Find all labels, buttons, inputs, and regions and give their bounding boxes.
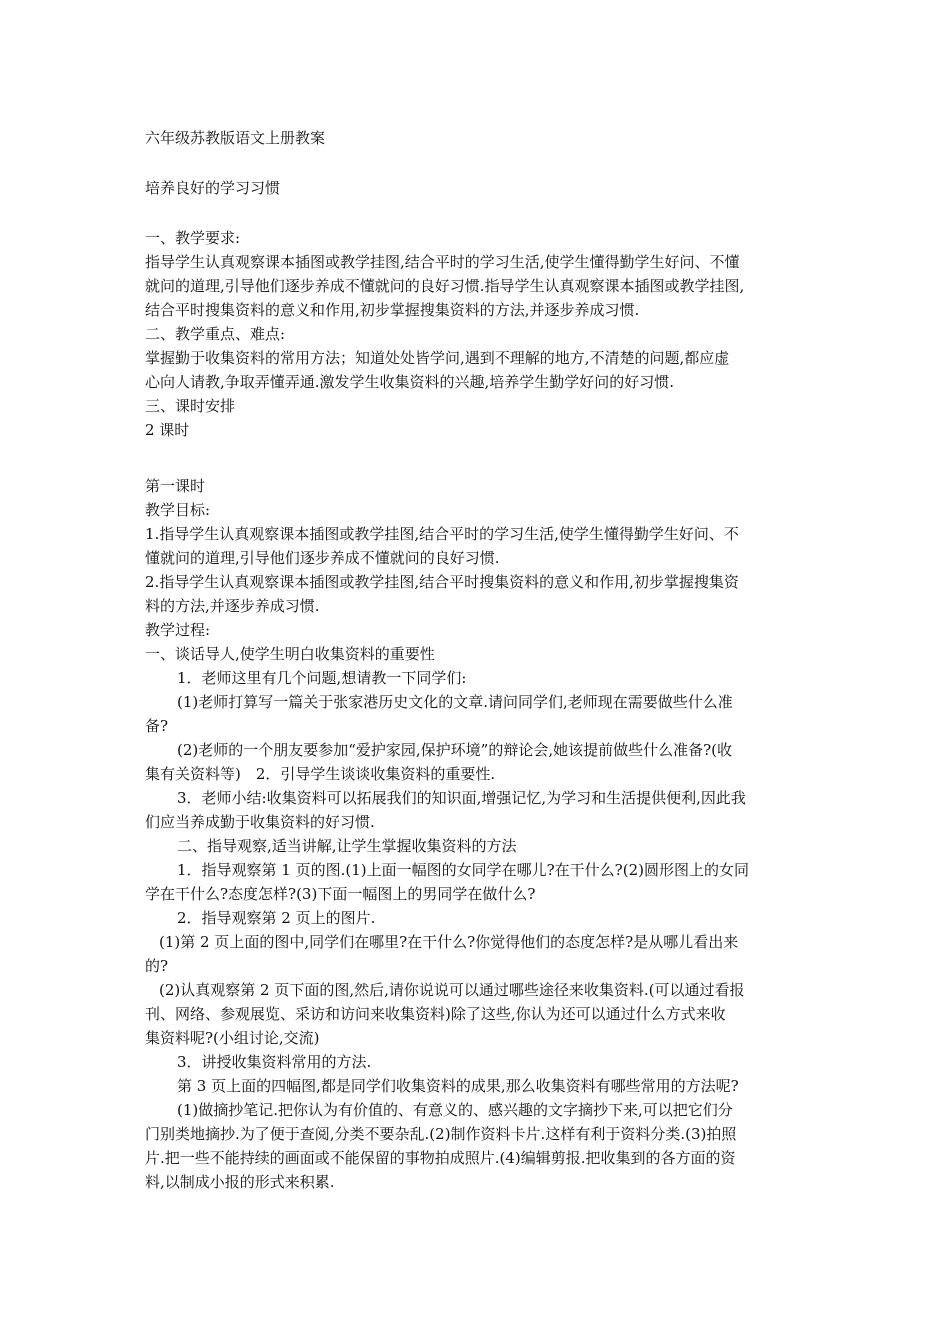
document-title: 六年级苏教版语文上册教案 (145, 129, 326, 147)
paragraph-line: (1)老师打算写一篇关于张家港历史文化的文章.请问同学们,老师现在需要做些什么准 (177, 693, 733, 711)
section-heading-keypoints: 二、教学重点、难点: (145, 325, 286, 343)
schedule-value: 2 课时 (145, 421, 190, 439)
process-heading: 教学过程: (145, 621, 211, 639)
paragraph-line: 3．讲授收集资料常用的方法. (177, 1053, 372, 1071)
process-step-heading: 二、指导观察,适当讲解,让学生掌握收集资料的方法 (177, 837, 517, 855)
paragraph-line: 们应当养成勤于收集资料的好习惯. (145, 813, 375, 831)
paragraph-line: (2)老师的一个朋友要参加“爱护家园,保护环境”的辩论会,她该提前做些什么准备?(收 (177, 741, 733, 759)
section-heading-schedule: 三、课时安排 (145, 397, 236, 415)
paragraph-line: 集有关资料等) 2．引导学生谈谈收集资料的重要性. (145, 765, 496, 783)
paragraph-line: 第 3 页上面的四幅图,都是同学们收集资料的成果,那么收集资料有哪些常用的方法呢? (177, 1077, 739, 1095)
paragraph-line: 料的方法,并逐步养成习惯. (145, 597, 320, 615)
paragraph-line: 刊、网络、参观展览、采访和访问来收集资料)除了这些,你认为还可以通过什么方式来收 (145, 1005, 726, 1023)
paragraph-line: 集资料呢?(小组讨论,交流) (145, 1029, 320, 1047)
paragraph-line: 指导学生认真观察课本插图或教学挂图,结合平时的学习生活,使学生懂得勤学生好问、不懂 (145, 253, 740, 271)
section-heading-requirements: 一、教学要求: (145, 229, 241, 247)
paragraph-line: (2)认真观察第 2 页下面的图,然后,请你说说可以通过哪些途径来收集资料.(可以通过看报 (159, 981, 745, 999)
paragraph-line: 备? (145, 717, 169, 735)
paragraph-line: 片.把一些不能持续的画面或不能保留的事物拍成照片.(4)编辑剪报.把收集到的各方面的资 (145, 1149, 736, 1167)
paragraph-line: 掌握勤于收集资料的常用方法；知道处处皆学问,遇到不理解的地方,不清楚的问题,都应虚 (145, 349, 730, 367)
process-step-heading: 一、谈话导人,使学生明白收集资料的重要性 (145, 645, 435, 663)
lesson-one-heading: 第一课时 (145, 477, 206, 495)
paragraph-line: 门别类地摘抄.为了便于查阅,分类不要杂乱.(2)制作资料卡片.这样有利于资料分类.(3)拍照 (145, 1125, 737, 1143)
document-subtitle: 培养良好的学习习惯 (145, 179, 281, 197)
paragraph-line: (1)做摘抄笔记.把你认为有价值的、有意义的、感兴趣的文字摘抄下来,可以把它们分 (177, 1101, 733, 1119)
paragraph-line: (1)第 2 页上面的图中,同学们在哪里?在干什么?你觉得他们的态度怎样?是从哪儿看出来 (159, 933, 739, 951)
paragraph-line: 就问的道理,引导他们逐步养成不懂就问的良好习惯.指导学生认真观察课本插图或教学挂图, (145, 277, 745, 295)
paragraph-line: 2.指导学生认真观察课本插图或教学挂图,结合平时搜集资料的意义和作用,初步掌握搜集资 (145, 573, 739, 591)
objectives-heading: 教学目标: (145, 501, 211, 519)
paragraph-line: 心向人请教,争取弄懂弄通.激发学生收集资料的兴趣,培养学生勤学好问的好习惯. (145, 373, 675, 391)
paragraph-line: 3．老师小结:收集资料可以拓展我们的知识面,增强记忆,为学习和生活提供便利,因此我 (177, 789, 746, 807)
paragraph-line: 2．指导观察第 2 页上的图片. (177, 909, 376, 927)
paragraph-line: 料,以制成小报的形式来积累. (145, 1173, 335, 1191)
paragraph-line: 学在干什么?态度怎样?(3)下面一幅图上的男同学在做什么? (145, 885, 536, 903)
paragraph-line: 懂就问的道理,引导他们逐步养成不懂就问的良好习惯. (145, 549, 500, 567)
paragraph-line: 的? (145, 957, 169, 975)
paragraph-line: 1．老师这里有几个问题,想请教一下同学们: (177, 669, 467, 687)
paragraph-line: 结合平时搜集资料的意义和作用,初步掌握搜集资料的方法,并逐步养成习惯. (145, 301, 640, 319)
paragraph-line: 1．指导观察第 1 页的图.(1)上面一幅图的女同学在哪儿?在干什么?(2)圆形图上的女同 (177, 861, 749, 879)
paragraph-line: 1.指导学生认真观察课本插图或教学挂图,结合平时的学习生活,使学生懂得勤学生好问、不 (145, 525, 739, 543)
